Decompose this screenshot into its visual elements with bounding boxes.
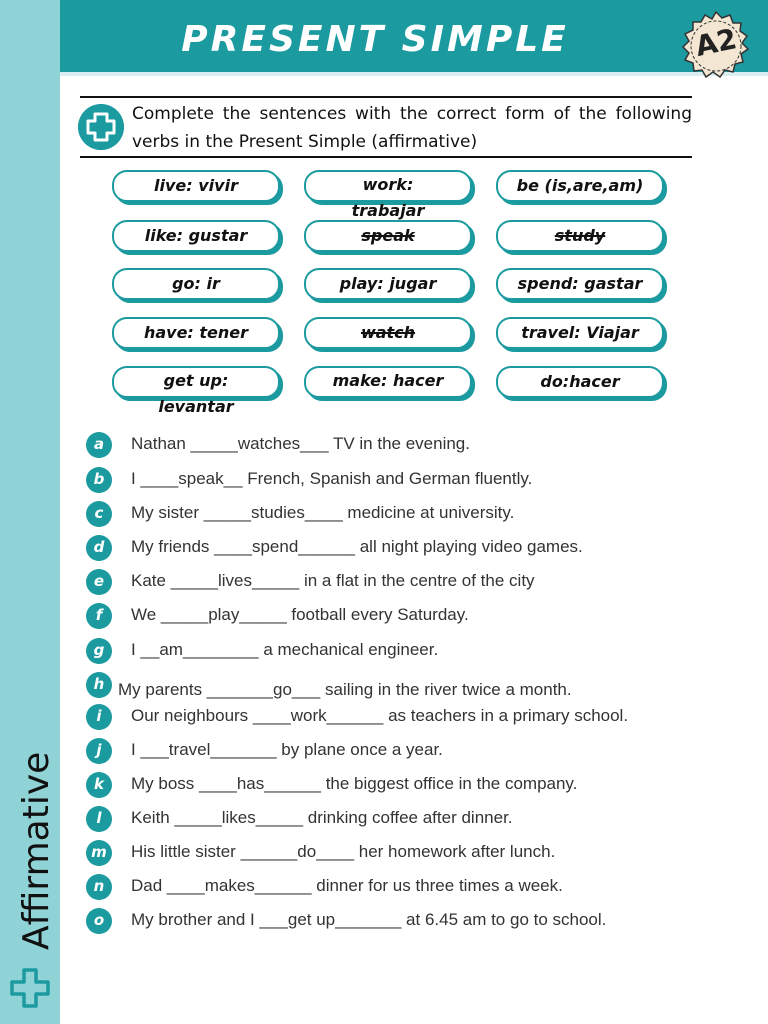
exercise-item <box>86 499 706 529</box>
item-letter-badge: b <box>86 467 112 493</box>
exercise-item <box>86 430 706 460</box>
item-letter-badge: j <box>86 738 112 764</box>
sentence-text: Dad ____makes______ dinner for us three times a week. <box>131 876 563 895</box>
item-letter-badge: g <box>86 638 112 664</box>
verb-text: like: gustar <box>144 226 248 245</box>
verb-text: study <box>554 226 606 245</box>
item-letter-badge: o <box>86 908 112 934</box>
verb-text: watch <box>360 323 416 342</box>
sentence-text: His little sister ______do____ her homework after lunch. <box>131 842 556 861</box>
verb-pill <box>112 220 280 252</box>
sentence-text: My boss ____has______ the biggest office in the company. <box>131 774 578 793</box>
sentence-text: I ___travel_______ by plane once a year. <box>131 740 443 759</box>
exercise-item <box>86 838 706 868</box>
verb-pill <box>112 317 280 349</box>
sentence-text: My parents _______go___ sailing in the river twice a month. <box>118 680 572 699</box>
item-letter-badge: i <box>86 704 112 730</box>
verb-pill <box>496 170 664 202</box>
level-badge: A2 <box>692 22 740 63</box>
instruction-divider-bottom <box>80 156 692 158</box>
exercise-item <box>86 906 706 936</box>
exercise-item <box>86 567 706 597</box>
header-divider <box>60 72 768 76</box>
exercise-item <box>86 601 706 631</box>
sentence-text: My brother and I ___get up_______ at 6.45 am to go to school. <box>131 910 607 929</box>
exercise-item <box>86 872 706 902</box>
verb-text: live: vivir <box>154 176 238 195</box>
verb-text: work: trabajar <box>351 175 425 220</box>
instructions-text: Complete the sentences with the correct form of the following verbs in the Present Simple (affirmative) <box>132 104 692 152</box>
exercise-item <box>86 804 706 834</box>
instruction-divider-top <box>80 96 692 98</box>
verb-pill <box>304 268 472 300</box>
item-letter-badge: n <box>86 874 112 900</box>
sentence-text: We _____play_____ football every Saturday. <box>131 605 469 624</box>
verb-pill <box>496 317 664 349</box>
sentence-text: My sister _____studies____ medicine at university. <box>131 503 515 522</box>
verb-pill <box>112 268 280 300</box>
verb-pill <box>112 366 280 416</box>
item-letter-badge: d <box>86 535 112 561</box>
verb-pill <box>496 220 664 252</box>
item-letter-badge: k <box>86 772 112 798</box>
verb-text: do:hacer <box>540 372 620 391</box>
sentence-text: I __am________ a mechanical engineer. <box>131 640 439 659</box>
verb-pill <box>496 268 664 300</box>
item-letter-badge: m <box>86 840 112 866</box>
sentence-text: Kate _____lives_____ in a flat in the centre of the city <box>131 571 535 590</box>
verb-pill <box>304 220 472 252</box>
item-letter-badge: e <box>86 569 112 595</box>
page-title: PRESENT SIMPLE <box>181 19 569 60</box>
sentence-text: Nathan _____watches___ TV in the evening. <box>131 434 470 453</box>
verb-text: be (is,are,am) <box>516 176 644 195</box>
exercise-item <box>86 736 706 766</box>
side-label: Affirmative <box>16 751 57 950</box>
item-letter-badge: f <box>86 603 112 629</box>
exercise-item <box>86 533 706 563</box>
plus-icon <box>8 966 52 1010</box>
exercise-item <box>86 636 706 666</box>
exercise-item <box>86 702 706 732</box>
verb-text: get up: levantar <box>158 371 234 416</box>
verb-text: have: tener <box>143 323 249 342</box>
plus-icon <box>78 104 124 150</box>
sentence-text: I ____speak__ French, Spanish and German fluently. <box>131 469 533 488</box>
item-letter-badge: h <box>86 672 112 698</box>
verb-pill <box>304 170 472 220</box>
verb-text: go: ir <box>172 274 220 293</box>
item-letter-badge: l <box>86 806 112 832</box>
verb-text: speak <box>361 226 415 245</box>
item-letter-badge: c <box>86 501 112 527</box>
item-letter-badge: a <box>86 432 112 458</box>
verb-pill <box>304 366 472 398</box>
verb-text: travel: Viajar <box>521 323 639 342</box>
verb-pill <box>112 170 280 202</box>
sentence-text: Keith _____likes_____ drinking coffee after dinner. <box>131 808 513 827</box>
verb-pill <box>304 317 472 349</box>
exercise-item <box>86 770 706 800</box>
exercise-item <box>86 465 706 495</box>
verb-text: spend: gastar <box>517 274 643 293</box>
verb-text: play: jugar <box>339 274 437 293</box>
sentence-text: Our neighbours ____work______ as teachers in a primary school. <box>131 706 629 725</box>
exercise-item <box>86 670 706 700</box>
verb-text: make: hacer <box>332 371 444 390</box>
sentence-text: My friends ____spend______ all night playing video games. <box>131 537 583 556</box>
verb-pill <box>496 366 664 398</box>
